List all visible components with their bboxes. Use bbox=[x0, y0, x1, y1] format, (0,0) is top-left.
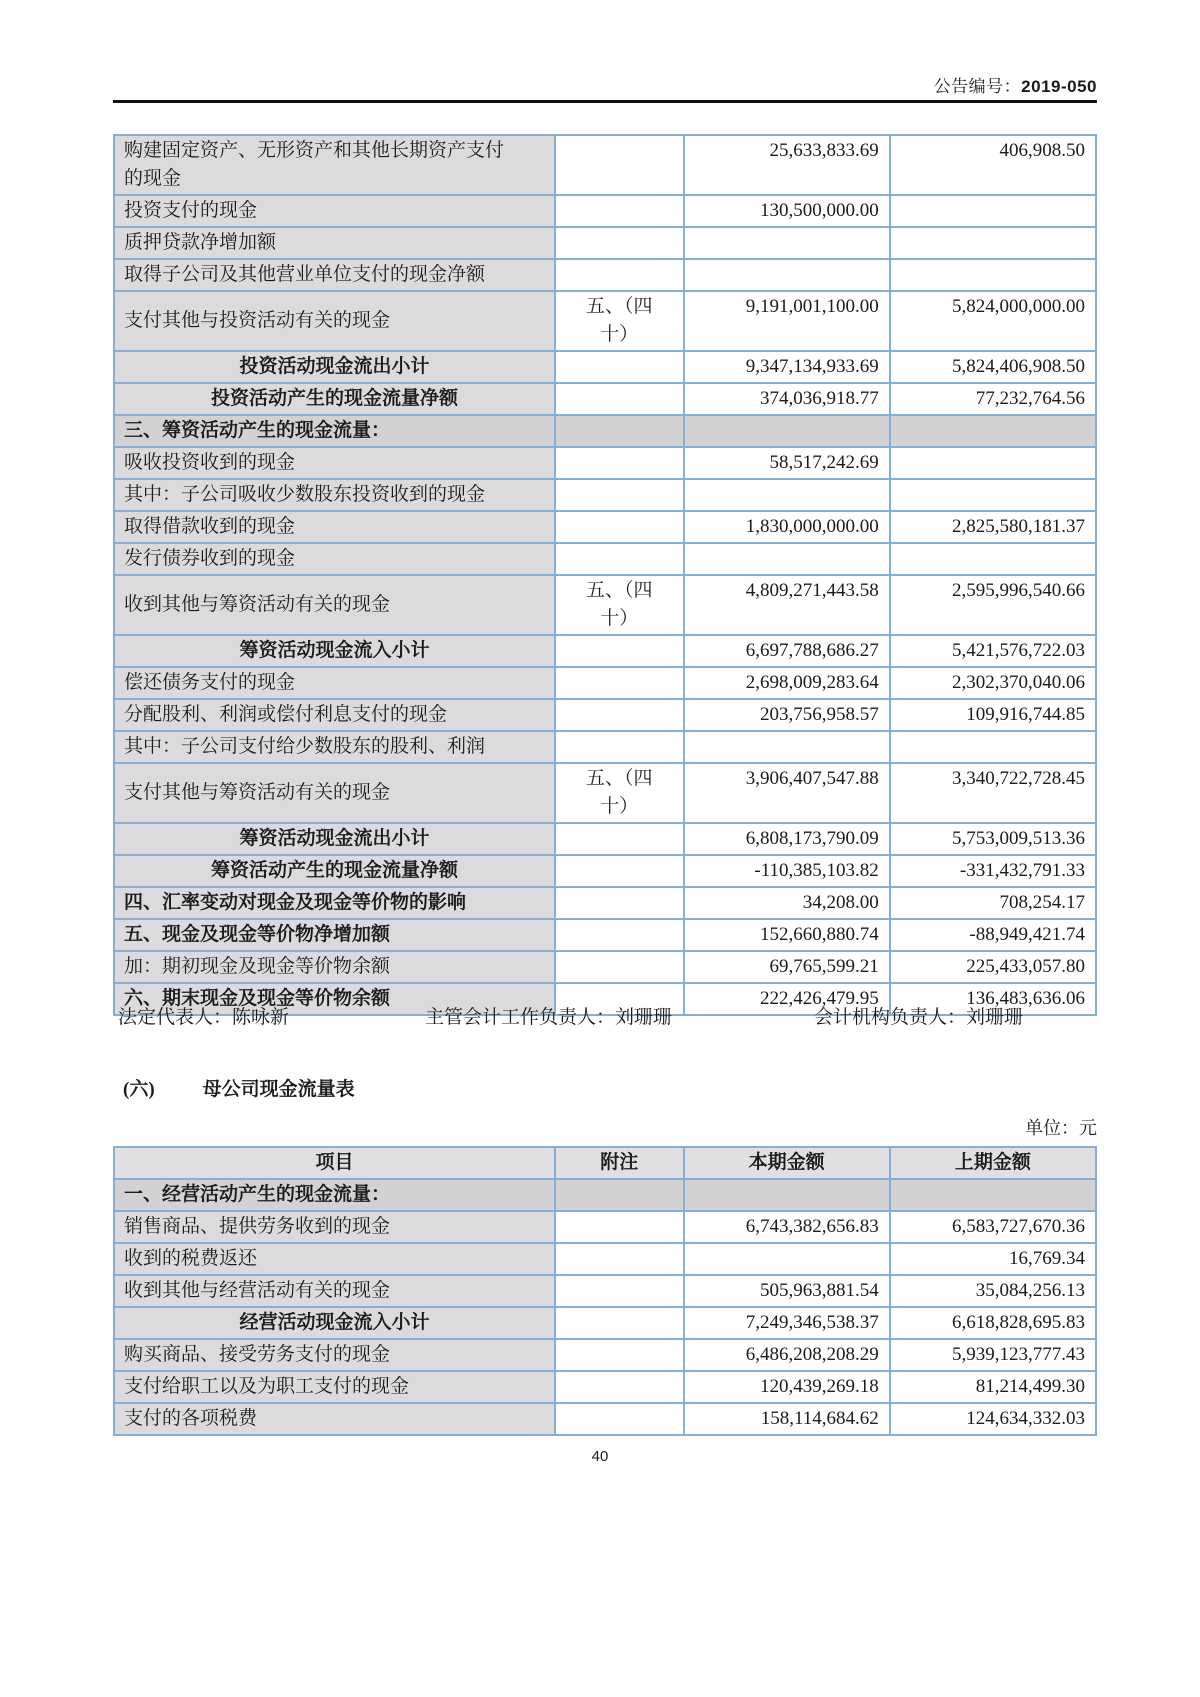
note-cell bbox=[555, 351, 684, 383]
current-amount-cell: 222,426,479.95 bbox=[684, 983, 890, 1015]
section-title: 母公司现金流量表 bbox=[202, 1079, 355, 1100]
note-cell bbox=[555, 731, 684, 763]
item-label-cell: 取得借款收到的现金 bbox=[114, 511, 555, 543]
item-label-cell: 五、现金及现金等价物净增加额 bbox=[114, 919, 555, 951]
parent-company-cash-flow-table bbox=[113, 1146, 1097, 1436]
item-label-cell: 支付其他与投资活动有关的现金 bbox=[114, 291, 555, 351]
table-row bbox=[114, 1307, 1096, 1339]
table-row bbox=[114, 763, 1096, 823]
note-cell bbox=[555, 415, 684, 447]
current-amount-cell: -110,385,103.82 bbox=[684, 855, 890, 887]
item-label-cell: 质押贷款净增加额 bbox=[114, 227, 555, 259]
item-label-cell: 筹资活动现金流出小计 bbox=[114, 823, 555, 855]
header-rule bbox=[113, 100, 1097, 103]
prior-amount-cell: -331,432,791.33 bbox=[890, 855, 1096, 887]
item-label-cell: 一、经营活动产生的现金流量： bbox=[114, 1179, 555, 1211]
column-header-item: 项目 bbox=[114, 1147, 555, 1179]
item-label-cell: 筹资活动现金流入小计 bbox=[114, 635, 555, 667]
note-cell bbox=[555, 543, 684, 575]
prior-amount-cell: 5,939,123,777.43 bbox=[890, 1339, 1096, 1371]
unit-label: 单位：元 bbox=[1025, 1118, 1097, 1138]
prior-amount-cell: 406,908.50 bbox=[890, 135, 1096, 195]
current-amount-cell: 4,809,271,443.58 bbox=[684, 575, 890, 635]
prior-amount-cell bbox=[890, 479, 1096, 511]
consolidated-cash-flow-table bbox=[113, 134, 1097, 1016]
prior-amount-cell bbox=[890, 1179, 1096, 1211]
current-amount-cell bbox=[684, 415, 890, 447]
item-label-cell: 收到的税费返还 bbox=[114, 1243, 555, 1275]
current-amount-cell: 1,830,000,000.00 bbox=[684, 511, 890, 543]
table-row bbox=[114, 383, 1096, 415]
table-row bbox=[114, 635, 1096, 667]
table-row bbox=[114, 1275, 1096, 1307]
current-amount-cell: 130,500,000.00 bbox=[684, 195, 890, 227]
note-cell bbox=[555, 823, 684, 855]
item-label-cell: 支付其他与筹资活动有关的现金 bbox=[114, 763, 555, 823]
note-cell bbox=[555, 511, 684, 543]
table-row bbox=[114, 951, 1096, 983]
prior-amount-cell: 136,483,636.06 bbox=[890, 983, 1096, 1015]
current-amount-cell: 34,208.00 bbox=[684, 887, 890, 919]
current-amount-cell bbox=[684, 543, 890, 575]
current-amount-cell: 2,698,009,283.64 bbox=[684, 667, 890, 699]
table-row bbox=[114, 731, 1096, 763]
current-amount-cell: 6,743,382,656.83 bbox=[684, 1211, 890, 1243]
current-amount-cell bbox=[684, 259, 890, 291]
note-cell bbox=[555, 919, 684, 951]
item-label-cell: 支付的各项税费 bbox=[114, 1403, 555, 1435]
table-row bbox=[114, 1371, 1096, 1403]
item-label-cell: 销售商品、提供劳务收到的现金 bbox=[114, 1211, 555, 1243]
current-amount-cell: 25,633,833.69 bbox=[684, 135, 890, 195]
section-heading bbox=[123, 1074, 355, 1101]
note-cell bbox=[555, 635, 684, 667]
table-row bbox=[114, 447, 1096, 479]
current-amount-cell: 505,963,881.54 bbox=[684, 1275, 890, 1307]
signature-line bbox=[115, 1002, 1099, 1030]
table-row bbox=[114, 1339, 1096, 1371]
prior-amount-cell: 35,084,256.13 bbox=[890, 1275, 1096, 1307]
prior-amount-cell: 124,634,332.03 bbox=[890, 1403, 1096, 1435]
table-row bbox=[114, 227, 1096, 259]
prior-amount-cell: 81,214,499.30 bbox=[890, 1371, 1096, 1403]
prior-amount-cell: 2,825,580,181.37 bbox=[890, 511, 1096, 543]
table-row bbox=[114, 543, 1096, 575]
table-row bbox=[114, 699, 1096, 731]
note-cell bbox=[555, 1371, 684, 1403]
prior-amount-cell: 5,824,000,000.00 bbox=[890, 291, 1096, 351]
prior-amount-cell: -88,949,421.74 bbox=[890, 919, 1096, 951]
current-amount-cell: 3,906,407,547.88 bbox=[684, 763, 890, 823]
note-cell bbox=[555, 667, 684, 699]
note-cell bbox=[555, 1339, 684, 1371]
prior-amount-cell: 6,618,828,695.83 bbox=[890, 1307, 1096, 1339]
item-label-cell: 取得子公司及其他营业单位支付的现金净额 bbox=[114, 259, 555, 291]
prior-amount-cell: 16,769.34 bbox=[890, 1243, 1096, 1275]
table-row bbox=[114, 351, 1096, 383]
current-amount-cell bbox=[684, 227, 890, 259]
note-cell bbox=[555, 1275, 684, 1307]
prior-amount-cell: 3,340,722,728.45 bbox=[890, 763, 1096, 823]
note-cell bbox=[555, 887, 684, 919]
current-amount-cell: 69,765,599.21 bbox=[684, 951, 890, 983]
prior-amount-cell: 5,824,406,908.50 bbox=[890, 351, 1096, 383]
note-cell bbox=[555, 1211, 684, 1243]
note-cell bbox=[555, 1403, 684, 1435]
item-label-cell: 支付给职工以及为职工支付的现金 bbox=[114, 1371, 555, 1403]
table-row bbox=[114, 135, 1096, 195]
prior-amount-cell: 2,302,370,040.06 bbox=[890, 667, 1096, 699]
item-label-cell: 经营活动现金流入小计 bbox=[114, 1307, 555, 1339]
column-header-prior-amount: 上期金额 bbox=[890, 1147, 1096, 1179]
prior-amount-cell: 6,583,727,670.36 bbox=[890, 1211, 1096, 1243]
announcement-number-label: 公告编号： bbox=[933, 77, 1022, 96]
item-label-cell: 投资支付的现金 bbox=[114, 195, 555, 227]
current-amount-cell: 152,660,880.74 bbox=[684, 919, 890, 951]
current-amount-cell bbox=[684, 1243, 890, 1275]
note-cell bbox=[555, 951, 684, 983]
note-cell bbox=[555, 195, 684, 227]
item-label-cell: 加：期初现金及现金等价物余额 bbox=[114, 951, 555, 983]
item-label-cell: 六、期末现金及现金等价物余额 bbox=[114, 983, 555, 1015]
prior-amount-cell: 225,433,057.80 bbox=[890, 951, 1096, 983]
prior-amount-cell: 5,753,009,513.36 bbox=[890, 823, 1096, 855]
prior-amount-cell bbox=[890, 415, 1096, 447]
prior-amount-cell: 77,232,764.56 bbox=[890, 383, 1096, 415]
table-row bbox=[114, 1179, 1096, 1211]
table-header-row bbox=[114, 1147, 1096, 1179]
current-amount-cell: 6,697,788,686.27 bbox=[684, 635, 890, 667]
item-label-cell: 购买商品、接受劳务支付的现金 bbox=[114, 1339, 555, 1371]
table-row bbox=[114, 667, 1096, 699]
current-amount-cell: 9,347,134,933.69 bbox=[684, 351, 890, 383]
column-header-current-amount: 本期金额 bbox=[684, 1147, 890, 1179]
item-label-cell: 投资活动现金流出小计 bbox=[114, 351, 555, 383]
note-cell bbox=[555, 1179, 684, 1211]
note-cell bbox=[555, 855, 684, 887]
table-row bbox=[114, 259, 1096, 291]
prior-amount-cell bbox=[890, 543, 1096, 575]
prior-amount-cell: 5,421,576,722.03 bbox=[890, 635, 1096, 667]
item-label-cell: 吸收投资收到的现金 bbox=[114, 447, 555, 479]
table-row bbox=[114, 479, 1096, 511]
item-label-cell: 四、汇率变动对现金及现金等价物的影响 bbox=[114, 887, 555, 919]
note-cell: 五、（四十） bbox=[555, 763, 684, 823]
accounting-department-head: 会计机构负责人：刘珊珊 bbox=[814, 1007, 1024, 1028]
note-cell: 五、（四十） bbox=[555, 575, 684, 635]
table-row bbox=[114, 575, 1096, 635]
table-row bbox=[114, 511, 1096, 543]
announcement-number-value: 2019-050 bbox=[1021, 77, 1097, 96]
item-label-cell: 投资活动产生的现金流量净额 bbox=[114, 383, 555, 415]
table-row bbox=[114, 195, 1096, 227]
item-label-cell: 分配股利、利润或偿付利息支付的现金 bbox=[114, 699, 555, 731]
announcement-number bbox=[113, 72, 1097, 97]
item-label-cell: 其中：子公司吸收少数股东投资收到的现金 bbox=[114, 479, 555, 511]
table-row bbox=[114, 855, 1096, 887]
item-label-cell: 收到其他与经营活动有关的现金 bbox=[114, 1275, 555, 1307]
note-cell bbox=[555, 479, 684, 511]
current-amount-cell: 9,191,001,100.00 bbox=[684, 291, 890, 351]
table-row bbox=[114, 415, 1096, 447]
prior-amount-cell bbox=[890, 227, 1096, 259]
current-amount-cell bbox=[684, 479, 890, 511]
current-amount-cell: 158,114,684.62 bbox=[684, 1403, 890, 1435]
item-label-cell: 收到其他与筹资活动有关的现金 bbox=[114, 575, 555, 635]
item-label-cell: 筹资活动产生的现金流量净额 bbox=[114, 855, 555, 887]
note-cell bbox=[555, 259, 684, 291]
note-cell bbox=[555, 135, 684, 195]
prior-amount-cell: 708,254.17 bbox=[890, 887, 1096, 919]
page-number: 40 bbox=[591, 1448, 609, 1465]
note-cell bbox=[555, 1307, 684, 1339]
note-cell bbox=[555, 383, 684, 415]
current-amount-cell: 120,439,269.18 bbox=[684, 1371, 890, 1403]
current-amount-cell: 6,486,208,208.29 bbox=[684, 1339, 890, 1371]
note-cell bbox=[555, 227, 684, 259]
item-label-cell: 发行债券收到的现金 bbox=[114, 543, 555, 575]
current-amount-cell bbox=[684, 731, 890, 763]
item-label-cell: 购建固定资产、无形资产和其他长期资产支付的现金 bbox=[114, 135, 555, 195]
note-cell: 五、（四十） bbox=[555, 291, 684, 351]
current-amount-cell: 58,517,242.69 bbox=[684, 447, 890, 479]
note-cell bbox=[555, 1243, 684, 1275]
current-amount-cell: 203,756,958.57 bbox=[684, 699, 890, 731]
chief-accounting-officer: 主管会计工作负责人：刘珊珊 bbox=[425, 1007, 673, 1028]
column-header-note: 附注 bbox=[555, 1147, 684, 1179]
note-cell bbox=[555, 699, 684, 731]
current-amount-cell bbox=[684, 1179, 890, 1211]
section-index: (六) bbox=[123, 1079, 155, 1100]
table-row bbox=[114, 823, 1096, 855]
item-label-cell: 偿还债务支付的现金 bbox=[114, 667, 555, 699]
current-amount-cell: 374,036,918.77 bbox=[684, 383, 890, 415]
table-row bbox=[114, 1403, 1096, 1435]
table-row bbox=[114, 1243, 1096, 1275]
prior-amount-cell: 2,595,996,540.66 bbox=[890, 575, 1096, 635]
item-label-cell: 其中：子公司支付给少数股东的股利、利润 bbox=[114, 731, 555, 763]
current-amount-cell: 7,249,346,538.37 bbox=[684, 1307, 890, 1339]
prior-amount-cell: 109,916,744.85 bbox=[890, 699, 1096, 731]
legal-representative: 法定代表人：陈咏新 bbox=[118, 1007, 290, 1028]
note-cell bbox=[555, 447, 684, 479]
prior-amount-cell bbox=[890, 731, 1096, 763]
prior-amount-cell bbox=[890, 195, 1096, 227]
table-row bbox=[114, 919, 1096, 951]
prior-amount-cell bbox=[890, 447, 1096, 479]
item-label-cell: 三、筹资活动产生的现金流量： bbox=[114, 415, 555, 447]
table-row bbox=[114, 1211, 1096, 1243]
current-amount-cell: 6,808,173,790.09 bbox=[684, 823, 890, 855]
prior-amount-cell bbox=[890, 259, 1096, 291]
table-row bbox=[114, 291, 1096, 351]
table-row bbox=[114, 887, 1096, 919]
